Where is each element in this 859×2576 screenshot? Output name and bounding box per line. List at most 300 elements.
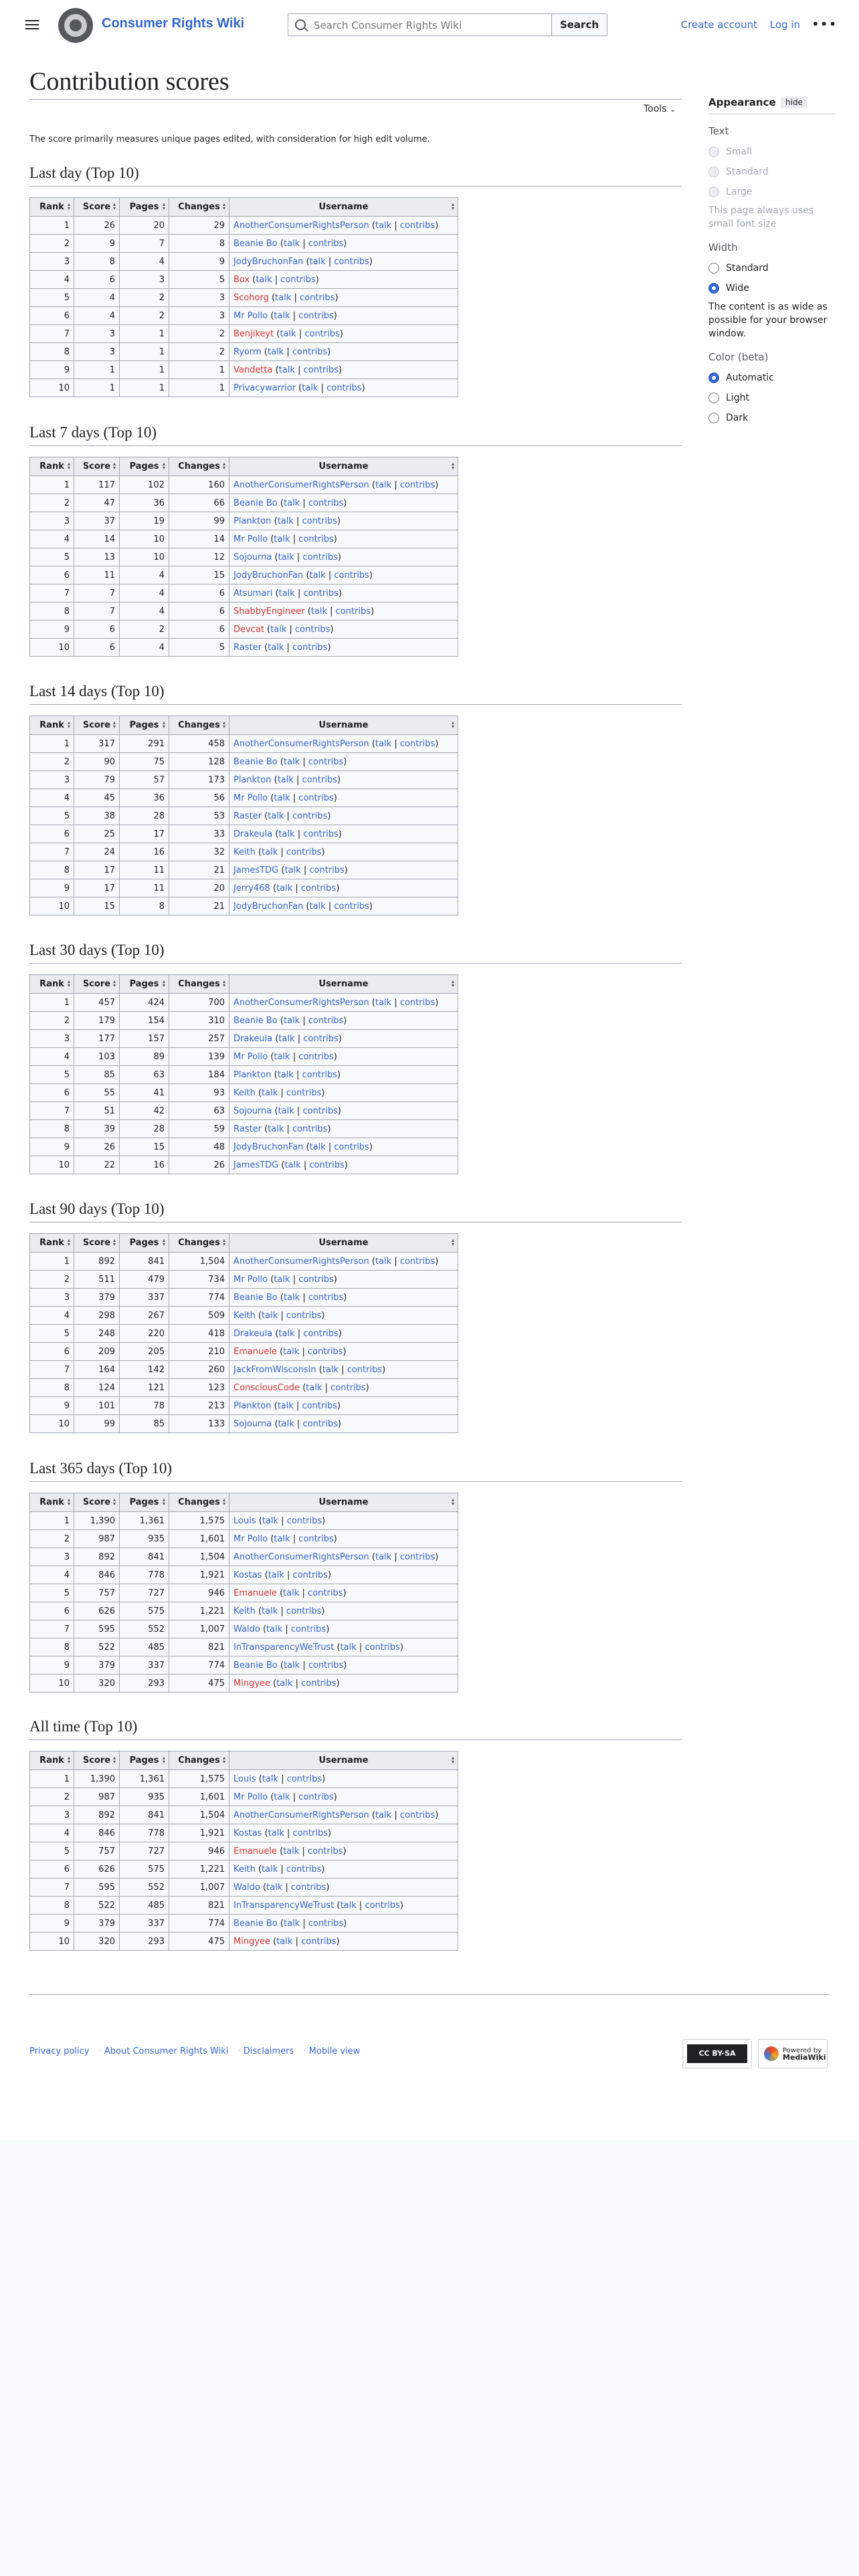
rank-cell: 3 bbox=[30, 1548, 74, 1566]
site-wordmark[interactable]: Consumer Rights Wiki bbox=[102, 16, 245, 31]
contribs-link[interactable]: contribs bbox=[303, 364, 339, 375]
talk-link[interactable]: talk bbox=[283, 1292, 300, 1303]
contribs-link[interactable]: contribs bbox=[365, 1642, 400, 1652]
user-link[interactable]: Mingyee bbox=[233, 1678, 271, 1689]
table-row bbox=[30, 1933, 458, 1951]
talk-link[interactable]: talk bbox=[322, 1364, 339, 1375]
contribs-link[interactable]: contribs bbox=[302, 516, 337, 526]
talk-link[interactable]: talk bbox=[274, 310, 290, 321]
contribs-link[interactable]: contribs bbox=[335, 606, 371, 617]
contribs-link[interactable]: contribs bbox=[308, 1588, 343, 1598]
contribs-link[interactable]: contribs bbox=[292, 1570, 328, 1580]
user-link[interactable]: Plankton bbox=[233, 774, 272, 785]
talk-link[interactable]: talk bbox=[262, 1515, 279, 1526]
user-link[interactable]: Raster bbox=[233, 1123, 262, 1134]
mobile-view-link[interactable]: Mobile view bbox=[308, 2046, 361, 2056]
user-link[interactable]: Mr Pollo bbox=[233, 1051, 268, 1062]
talk-link[interactable]: talk bbox=[278, 1033, 295, 1044]
contribs-link[interactable]: contribs bbox=[292, 811, 328, 821]
column-header-rank[interactable]: Rank ▴▾ bbox=[30, 975, 74, 994]
user-link[interactable]: Keith bbox=[233, 1087, 256, 1098]
user-link[interactable]: Keith bbox=[233, 1606, 256, 1616]
width-standard-radio[interactable]: Standard bbox=[708, 263, 836, 274]
user-link[interactable]: Drakeula bbox=[233, 829, 273, 839]
text-size-note: This page always uses small font size bbox=[708, 205, 814, 229]
column-header-username[interactable]: Username ▴▾ bbox=[229, 198, 458, 217]
contribs-link[interactable]: contribs bbox=[399, 220, 436, 231]
user-link[interactable]: Drakeula bbox=[233, 1033, 273, 1044]
contribs-link[interactable]: contribs bbox=[295, 624, 330, 635]
user-link[interactable]: Plankton bbox=[233, 1069, 272, 1080]
talk-link[interactable]: talk bbox=[283, 756, 300, 767]
contribs-link[interactable]: contribs bbox=[308, 1918, 344, 1929]
contribs-link[interactable]: contribs bbox=[292, 642, 328, 653]
rank-cell: 4 bbox=[30, 1048, 74, 1066]
contribs-link[interactable]: contribs bbox=[309, 1160, 345, 1170]
talk-link[interactable]: talk bbox=[278, 552, 294, 562]
talk-link[interactable]: talk bbox=[278, 1328, 295, 1339]
column-header-username[interactable]: Username ▴▾ bbox=[229, 1493, 458, 1512]
user-link[interactable]: Waldo bbox=[233, 1624, 260, 1634]
powered-by-mediawiki-badge[interactable] bbox=[758, 2039, 828, 2068]
contribs-link[interactable]: contribs bbox=[290, 1882, 326, 1893]
contribs-link[interactable]: contribs bbox=[286, 1864, 322, 1874]
user-link[interactable]: Mr Pollo bbox=[233, 792, 268, 803]
contribs-link[interactable]: contribs bbox=[303, 829, 339, 839]
user-link[interactable]: Waldo bbox=[233, 1882, 260, 1893]
contribs-link[interactable]: contribs bbox=[292, 1828, 328, 1838]
column-header-score[interactable]: Score ▴▾ bbox=[74, 1493, 120, 1512]
username-cell: Privacywarrior (talk | contribs) bbox=[229, 379, 458, 397]
table-row bbox=[30, 1602, 458, 1620]
contribs-link[interactable]: contribs bbox=[302, 1400, 337, 1411]
column-header-pages[interactable]: Pages ▴▾ bbox=[120, 1751, 169, 1770]
column-header-score[interactable]: Score ▴▾ bbox=[74, 1234, 120, 1253]
talk-link[interactable]: talk bbox=[268, 1828, 284, 1838]
user-link[interactable]: Plankton bbox=[233, 516, 272, 526]
user-link[interactable]: Mr Pollo bbox=[233, 1533, 268, 1544]
contribs-link[interactable]: contribs bbox=[365, 1900, 400, 1911]
column-header-changes[interactable]: Changes ▴▾ bbox=[169, 457, 229, 476]
talk-link[interactable]: talk bbox=[262, 1310, 278, 1321]
talk-link[interactable]: talk bbox=[283, 1846, 300, 1856]
user-link[interactable]: Sojourna bbox=[233, 1105, 272, 1116]
pages-cell: 575 bbox=[120, 1602, 169, 1620]
talk-link[interactable]: talk bbox=[278, 829, 295, 839]
talk-link[interactable]: talk bbox=[274, 534, 290, 544]
hide-button[interactable]: hide bbox=[781, 96, 807, 108]
disclaimers-link[interactable]: Disclaimers bbox=[243, 2046, 294, 2056]
column-header-changes[interactable]: Changes ▴▾ bbox=[169, 198, 229, 217]
column-header-changes[interactable]: Changes ▴▾ bbox=[169, 716, 229, 735]
talk-link[interactable]: talk bbox=[283, 1918, 300, 1929]
user-link[interactable]: JamesTDG bbox=[233, 865, 279, 875]
privacy-policy-link[interactable]: Privacy policy bbox=[29, 2046, 90, 2056]
create-account-link[interactable]: Create account bbox=[680, 19, 757, 31]
talk-link[interactable]: talk bbox=[278, 1418, 294, 1429]
talk-link[interactable]: talk bbox=[276, 1678, 293, 1689]
talk-link[interactable]: talk bbox=[268, 1570, 284, 1580]
talk-link[interactable]: talk bbox=[262, 1774, 279, 1784]
user-link[interactable]: AnotherConsumerRightsPerson bbox=[233, 479, 369, 490]
contribs-link[interactable]: contribs bbox=[290, 1624, 326, 1634]
contribs-link[interactable]: contribs bbox=[292, 1123, 328, 1134]
contribs-link[interactable]: contribs bbox=[304, 328, 340, 339]
table-row bbox=[30, 1325, 458, 1343]
talk-link[interactable]: talk bbox=[375, 1810, 392, 1820]
pages-cell: 4 bbox=[120, 566, 169, 584]
user-link[interactable]: Mr Pollo bbox=[233, 534, 268, 544]
contribs-link[interactable]: contribs bbox=[286, 1310, 322, 1321]
contribs-link[interactable]: contribs bbox=[303, 1328, 339, 1339]
column-header-score[interactable]: Score ▴▾ bbox=[74, 457, 120, 476]
user-link[interactable]: Keith bbox=[233, 1310, 256, 1321]
user-link[interactable]: ConsciousCode bbox=[233, 1382, 300, 1393]
column-header-rank[interactable]: Rank ▴▾ bbox=[30, 716, 74, 735]
talk-link[interactable]: talk bbox=[266, 1882, 283, 1893]
user-link[interactable]: JamesTDG bbox=[233, 1160, 279, 1170]
user-link[interactable]: Devcat bbox=[233, 624, 264, 635]
contribs-link[interactable]: contribs bbox=[303, 588, 339, 599]
user-link[interactable]: Jerry468 bbox=[233, 883, 270, 893]
column-header-changes[interactable]: Changes ▴▾ bbox=[169, 975, 229, 994]
column-header-rank[interactable]: Rank ▴▾ bbox=[30, 1234, 74, 1253]
talk-link[interactable]: talk bbox=[302, 383, 318, 393]
column-header-changes[interactable]: Changes ▴▾ bbox=[169, 1493, 229, 1512]
column-header-pages[interactable]: Pages ▴▾ bbox=[120, 1493, 169, 1512]
contribs-link[interactable]: contribs bbox=[308, 1660, 344, 1671]
column-header-rank[interactable]: Rank ▴▾ bbox=[30, 1751, 74, 1770]
talk-link[interactable]: talk bbox=[277, 1069, 294, 1080]
column-header-rank[interactable]: Rank ▴▾ bbox=[30, 457, 74, 476]
talk-link[interactable]: talk bbox=[262, 847, 278, 857]
contribs-link[interactable]: contribs bbox=[298, 534, 334, 544]
user-link[interactable]: Raster bbox=[233, 642, 262, 653]
talk-link[interactable]: talk bbox=[274, 1792, 290, 1802]
table-row bbox=[30, 879, 458, 897]
contribs-link[interactable]: contribs bbox=[300, 292, 335, 303]
user-link[interactable]: Mr Pollo bbox=[233, 310, 268, 321]
search-button[interactable]: Search bbox=[551, 13, 607, 36]
column-header-score[interactable]: Score ▴▾ bbox=[74, 198, 120, 217]
user-link[interactable]: ShabbyEngineer bbox=[233, 606, 305, 617]
contribs-link[interactable]: contribs bbox=[301, 1678, 337, 1689]
table-row bbox=[30, 253, 458, 271]
contribs-link[interactable]: contribs bbox=[308, 1346, 343, 1357]
user-link[interactable]: Ryorm bbox=[233, 346, 262, 357]
username-cell: Scohorg (talk | contribs) bbox=[229, 289, 458, 307]
color-automatic-radio[interactable]: Automatic bbox=[708, 372, 836, 383]
talk-link[interactable]: talk bbox=[280, 328, 296, 339]
contribs-link[interactable]: contribs bbox=[300, 883, 337, 893]
user-link[interactable]: Beanie Bo bbox=[233, 756, 278, 767]
talk-link[interactable]: talk bbox=[375, 738, 392, 749]
contribs-link[interactable]: contribs bbox=[308, 1015, 344, 1026]
user-link[interactable]: Vandetta bbox=[233, 364, 273, 375]
talk-link[interactable]: talk bbox=[277, 1400, 294, 1411]
user-link[interactable]: Sojourna bbox=[233, 552, 272, 562]
user-link[interactable]: AnotherConsumerRightsPerson bbox=[233, 997, 369, 1008]
column-header-pages[interactable]: Pages ▴▾ bbox=[120, 716, 169, 735]
user-link[interactable]: AnotherConsumerRightsPerson bbox=[233, 1551, 369, 1562]
user-link[interactable]: Beanie Bo bbox=[233, 498, 278, 508]
more-options-icon[interactable]: ••• bbox=[812, 16, 838, 32]
rank-cell: 2 bbox=[30, 235, 74, 253]
talk-link[interactable]: talk bbox=[262, 1087, 278, 1098]
talk-link[interactable]: talk bbox=[266, 1624, 283, 1634]
talk-link[interactable]: talk bbox=[375, 997, 392, 1008]
changes-cell: 5 bbox=[169, 639, 229, 657]
user-link[interactable]: Beanie Bo bbox=[233, 1660, 278, 1671]
column-header-username[interactable]: Username ▴▾ bbox=[229, 1234, 458, 1253]
user-link[interactable]: Atsumari bbox=[233, 588, 273, 599]
username-cell: Emanuele (talk | contribs) bbox=[229, 1343, 458, 1361]
changes-cell: 946 bbox=[169, 1842, 229, 1860]
text-large-radio[interactable]: Large bbox=[708, 187, 836, 197]
contribs-link[interactable]: contribs bbox=[302, 1418, 338, 1429]
contribs-link[interactable]: contribs bbox=[298, 1533, 334, 1544]
contribs-link[interactable]: contribs bbox=[347, 1364, 383, 1375]
talk-link[interactable]: talk bbox=[306, 1382, 322, 1393]
talk-link[interactable]: talk bbox=[270, 624, 287, 635]
text-standard-radio[interactable]: Standard bbox=[708, 167, 836, 177]
user-link[interactable]: Louis bbox=[233, 1515, 256, 1526]
talk-link[interactable]: talk bbox=[276, 1936, 293, 1947]
contribs-link[interactable]: contribs bbox=[399, 997, 436, 1008]
changes-cell: 1,601 bbox=[169, 1788, 229, 1806]
color-light-radio[interactable]: Light bbox=[708, 393, 836, 403]
contribs-link[interactable]: contribs bbox=[302, 552, 338, 562]
talk-link[interactable]: talk bbox=[274, 1533, 290, 1544]
main-menu-icon[interactable] bbox=[25, 17, 39, 29]
talk-link[interactable]: talk bbox=[375, 1551, 392, 1562]
cc-license-badge[interactable] bbox=[682, 2039, 752, 2068]
talk-link[interactable]: talk bbox=[268, 811, 284, 821]
search-box[interactable] bbox=[288, 13, 552, 36]
contribs-link[interactable]: contribs bbox=[308, 238, 344, 249]
user-link[interactable]: JackFromWisconsin bbox=[233, 1364, 316, 1375]
pages-cell: 841 bbox=[120, 1253, 169, 1271]
user-link[interactable]: Keith bbox=[233, 847, 256, 857]
contribs-link[interactable]: contribs bbox=[334, 901, 369, 911]
contribs-link[interactable]: contribs bbox=[309, 865, 345, 875]
contribs-link[interactable]: contribs bbox=[280, 274, 316, 285]
contribs-link[interactable]: contribs bbox=[298, 1792, 334, 1802]
talk-link[interactable]: talk bbox=[283, 1015, 300, 1026]
user-link[interactable]: Beanie Bo bbox=[233, 238, 278, 249]
user-link[interactable]: Emanuele bbox=[233, 1588, 277, 1598]
user-link[interactable]: Kostas bbox=[233, 1570, 262, 1580]
contribs-link[interactable]: contribs bbox=[399, 1810, 436, 1820]
contribs-link[interactable]: contribs bbox=[292, 346, 328, 357]
user-link[interactable]: Drakeula bbox=[233, 1328, 273, 1339]
user-link[interactable]: Box bbox=[233, 274, 250, 285]
contribs-link[interactable]: contribs bbox=[399, 479, 436, 490]
talk-link[interactable]: talk bbox=[268, 1123, 284, 1134]
pages-cell: 1 bbox=[120, 361, 169, 379]
column-header-score[interactable]: Score ▴▾ bbox=[74, 716, 120, 735]
contribs-link[interactable]: contribs bbox=[334, 570, 369, 580]
user-link[interactable]: Emanuele bbox=[233, 1846, 277, 1856]
column-header-pages[interactable]: Pages ▴▾ bbox=[120, 198, 169, 217]
contribs-link[interactable]: contribs bbox=[308, 756, 344, 767]
column-header-pages[interactable]: Pages ▴▾ bbox=[120, 975, 169, 994]
site-logo[interactable] bbox=[58, 8, 93, 43]
text-small-radio[interactable]: Small bbox=[708, 146, 836, 157]
user-link[interactable]: Privacywarrior bbox=[233, 383, 296, 393]
user-link[interactable]: Kostas bbox=[233, 1828, 262, 1838]
contribs-link[interactable]: contribs bbox=[308, 498, 344, 508]
user-link[interactable]: AnotherConsumerRightsPerson bbox=[233, 1256, 369, 1267]
user-link[interactable]: JodyBruchonFan bbox=[233, 1142, 304, 1152]
talk-link[interactable]: talk bbox=[309, 256, 326, 267]
contribs-link[interactable]: contribs bbox=[330, 1382, 366, 1393]
user-link[interactable]: Keith bbox=[233, 1864, 256, 1874]
rank-cell: 8 bbox=[30, 1897, 74, 1915]
color-dark-radio[interactable]: Dark bbox=[708, 413, 836, 423]
column-header-pages[interactable]: Pages ▴▾ bbox=[120, 1234, 169, 1253]
talk-link[interactable]: talk bbox=[309, 1142, 326, 1152]
column-header-changes[interactable]: Changes ▴▾ bbox=[169, 1751, 229, 1770]
contribs-link[interactable]: contribs bbox=[399, 738, 436, 749]
user-link[interactable]: Sojourna bbox=[233, 1418, 272, 1429]
user-link[interactable]: JodyBruchonFan bbox=[233, 256, 304, 267]
user-link[interactable]: AnotherConsumerRightsPerson bbox=[233, 220, 369, 231]
score-cell: 298 bbox=[74, 1307, 120, 1325]
talk-link[interactable]: talk bbox=[278, 588, 295, 599]
column-header-username[interactable]: Username ▴▾ bbox=[229, 457, 458, 476]
contribs-link[interactable]: contribs bbox=[326, 383, 362, 393]
user-link[interactable]: Louis bbox=[233, 1774, 256, 1784]
column-header-score[interactable]: Score ▴▾ bbox=[74, 1751, 120, 1770]
contribs-link[interactable]: contribs bbox=[302, 774, 337, 785]
column-header-username[interactable]: Username ▴▾ bbox=[229, 716, 458, 735]
user-link[interactable]: JodyBruchonFan bbox=[233, 570, 304, 580]
talk-link[interactable]: talk bbox=[283, 498, 300, 508]
talk-link[interactable]: talk bbox=[262, 1606, 278, 1616]
talk-link[interactable]: talk bbox=[283, 1660, 300, 1671]
user-link[interactable]: Raster bbox=[233, 811, 262, 821]
table-row bbox=[30, 1530, 458, 1548]
contribs-link[interactable]: contribs bbox=[298, 1274, 334, 1285]
talk-link[interactable]: talk bbox=[256, 274, 272, 285]
about-link[interactable]: About Consumer Rights Wiki bbox=[104, 2046, 229, 2056]
user-link[interactable]: Beanie Bo bbox=[233, 1015, 278, 1026]
rank-cell: 2 bbox=[30, 1788, 74, 1806]
contribs-link[interactable]: contribs bbox=[308, 1846, 343, 1856]
talk-link[interactable]: talk bbox=[340, 1900, 357, 1911]
talk-link[interactable]: talk bbox=[268, 642, 284, 653]
talk-link[interactable]: talk bbox=[283, 1346, 300, 1357]
talk-link[interactable]: talk bbox=[375, 220, 392, 231]
talk-link[interactable]: talk bbox=[275, 292, 292, 303]
user-link[interactable]: Emanuele bbox=[233, 1346, 277, 1357]
column-header-rank[interactable]: Rank ▴▾ bbox=[30, 1493, 74, 1512]
talk-link[interactable]: talk bbox=[284, 1160, 301, 1170]
contribs-link[interactable]: contribs bbox=[286, 1606, 322, 1616]
talk-link[interactable]: talk bbox=[309, 570, 326, 580]
user-link[interactable]: Plankton bbox=[233, 1400, 272, 1411]
user-link[interactable]: Benjikeyt bbox=[233, 328, 274, 339]
column-header-username[interactable]: Username ▴▾ bbox=[229, 1751, 458, 1770]
width-wide-radio[interactable]: Wide bbox=[708, 283, 836, 294]
column-header-changes[interactable]: Changes ▴▾ bbox=[169, 1234, 229, 1253]
contribs-link[interactable]: contribs bbox=[286, 1087, 322, 1098]
contribs-link[interactable]: contribs bbox=[301, 1936, 337, 1947]
contribs-link[interactable]: contribs bbox=[308, 1292, 344, 1303]
user-link[interactable]: Mingyee bbox=[233, 1936, 271, 1947]
talk-link[interactable]: talk bbox=[274, 1274, 290, 1285]
column-header-rank[interactable]: Rank ▴▾ bbox=[30, 198, 74, 217]
contribs-link[interactable]: contribs bbox=[303, 1033, 339, 1044]
talk-link[interactable]: talk bbox=[277, 516, 294, 526]
user-link[interactable]: Beanie Bo bbox=[233, 1918, 278, 1929]
contribs-link[interactable]: contribs bbox=[298, 792, 334, 803]
log-in-link[interactable]: Log in bbox=[769, 19, 800, 31]
user-link[interactable]: AnotherConsumerRightsPerson bbox=[233, 738, 369, 749]
section-heading: Last 14 days (Top 10) bbox=[29, 683, 165, 700]
user-link[interactable]: JodyBruchonFan bbox=[233, 901, 304, 911]
user-link[interactable]: Scohorg bbox=[233, 292, 269, 303]
user-link[interactable]: InTransparencyWeTrust bbox=[233, 1900, 335, 1911]
contribs-link[interactable]: contribs bbox=[298, 310, 334, 321]
talk-link[interactable]: talk bbox=[310, 606, 327, 617]
user-link[interactable]: Mr Pollo bbox=[233, 1792, 268, 1802]
contribs-link[interactable]: contribs bbox=[302, 1105, 338, 1116]
talk-link[interactable]: talk bbox=[274, 1051, 290, 1062]
talk-link[interactable]: talk bbox=[277, 774, 294, 785]
score-cell: 522 bbox=[74, 1897, 120, 1915]
user-link[interactable]: Mr Pollo bbox=[233, 1274, 268, 1285]
contribs-link[interactable]: contribs bbox=[302, 1069, 337, 1080]
contribs-link[interactable]: contribs bbox=[334, 256, 369, 267]
user-link[interactable]: AnotherConsumerRightsPerson bbox=[233, 1810, 369, 1820]
contribs-link[interactable]: contribs bbox=[286, 1515, 322, 1526]
talk-link[interactable]: talk bbox=[276, 883, 293, 893]
score-cell: 987 bbox=[74, 1788, 120, 1806]
talk-link[interactable]: talk bbox=[274, 792, 290, 803]
user-link[interactable]: Beanie Bo bbox=[233, 1292, 278, 1303]
talk-link[interactable]: talk bbox=[283, 1588, 300, 1598]
search-input[interactable] bbox=[312, 17, 543, 34]
talk-link[interactable]: talk bbox=[375, 1256, 392, 1267]
user-link[interactable]: InTransparencyWeTrust bbox=[233, 1642, 335, 1652]
changes-cell: 8 bbox=[169, 235, 229, 253]
talk-link[interactable]: talk bbox=[278, 364, 295, 375]
contribs-link[interactable]: contribs bbox=[334, 1142, 369, 1152]
contribs-link[interactable]: contribs bbox=[399, 1256, 436, 1267]
column-header-pages[interactable]: Pages ▴▾ bbox=[120, 457, 169, 476]
talk-link[interactable]: talk bbox=[284, 865, 301, 875]
talk-link[interactable]: talk bbox=[283, 238, 300, 249]
talk-link[interactable]: talk bbox=[340, 1642, 357, 1652]
contribs-link[interactable]: contribs bbox=[399, 1551, 436, 1562]
column-header-username[interactable]: Username ▴▾ bbox=[229, 975, 458, 994]
talk-link[interactable]: talk bbox=[309, 901, 326, 911]
tools-menu[interactable] bbox=[644, 104, 676, 114]
contribs-link[interactable]: contribs bbox=[286, 847, 322, 857]
contribs-link[interactable]: contribs bbox=[286, 1774, 322, 1784]
username-cell: AnotherConsumerRightsPerson (talk | contribs) bbox=[229, 1548, 458, 1566]
pages-cell: 78 bbox=[120, 1397, 169, 1415]
column-header-score[interactable]: Score ▴▾ bbox=[74, 975, 120, 994]
talk-link[interactable]: talk bbox=[375, 479, 392, 490]
talk-link[interactable]: talk bbox=[278, 1105, 294, 1116]
contribs-link[interactable]: contribs bbox=[298, 1051, 334, 1062]
talk-link[interactable]: talk bbox=[262, 1864, 278, 1874]
table-row bbox=[30, 621, 458, 639]
talk-link[interactable]: talk bbox=[267, 346, 284, 357]
